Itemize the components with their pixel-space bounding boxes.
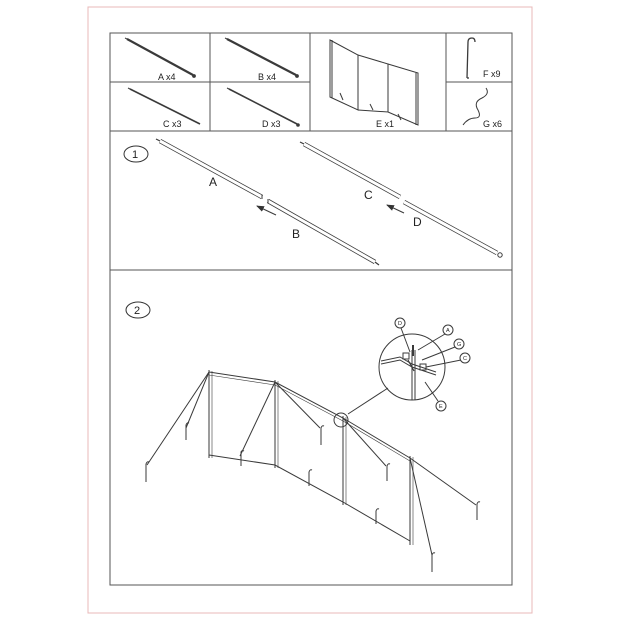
guy-rope-1	[147, 372, 209, 465]
part-b-label: B x4	[258, 72, 277, 82]
diagram-frame	[110, 33, 512, 585]
part-e-label: E x1	[376, 119, 395, 129]
step1-pole-b	[268, 199, 379, 265]
step1-label-d: D	[413, 215, 422, 229]
net-bottom-edge	[209, 455, 410, 541]
step1-pole-d	[404, 202, 502, 257]
step1-pole-c	[300, 142, 400, 197]
stake-9	[432, 553, 435, 572]
stake-3	[241, 451, 244, 466]
step-2-number: 2	[134, 305, 141, 317]
detail-label-e: E	[439, 404, 443, 410]
part-f-label: F x9	[483, 69, 501, 79]
stake-6	[387, 464, 390, 481]
step1-label-b: B	[292, 227, 301, 241]
stake-4	[321, 426, 324, 445]
part-g-label: G x6	[483, 119, 503, 129]
step-2	[126, 302, 480, 572]
detail-label-a: A	[446, 328, 450, 334]
detail-label-d: D	[398, 321, 402, 327]
top-rail	[209, 372, 410, 458]
detail-callouts	[395, 318, 470, 411]
step-1	[124, 139, 502, 265]
part-e-net-panel	[330, 40, 418, 125]
step-1-number: 1	[132, 149, 139, 161]
step1-pole-a	[156, 139, 262, 199]
step1-arrow-b	[257, 206, 276, 215]
detail-label-g: G	[457, 342, 462, 348]
part-a-label: A x4	[158, 72, 176, 82]
stake-8	[477, 502, 480, 520]
step1-label-a: A	[209, 175, 218, 189]
detail-magnified-joint	[379, 334, 445, 400]
stake-5	[309, 470, 312, 486]
detail-label-c: C	[463, 356, 467, 362]
fence-assembly	[146, 318, 480, 572]
step1-arrow-d	[387, 205, 404, 213]
part-d-label: D x3	[262, 119, 281, 129]
step1-label-c: C	[364, 188, 373, 202]
magnify-leader	[348, 388, 388, 414]
part-f-stake	[467, 38, 475, 78]
part-c-label: C x3	[163, 119, 182, 129]
